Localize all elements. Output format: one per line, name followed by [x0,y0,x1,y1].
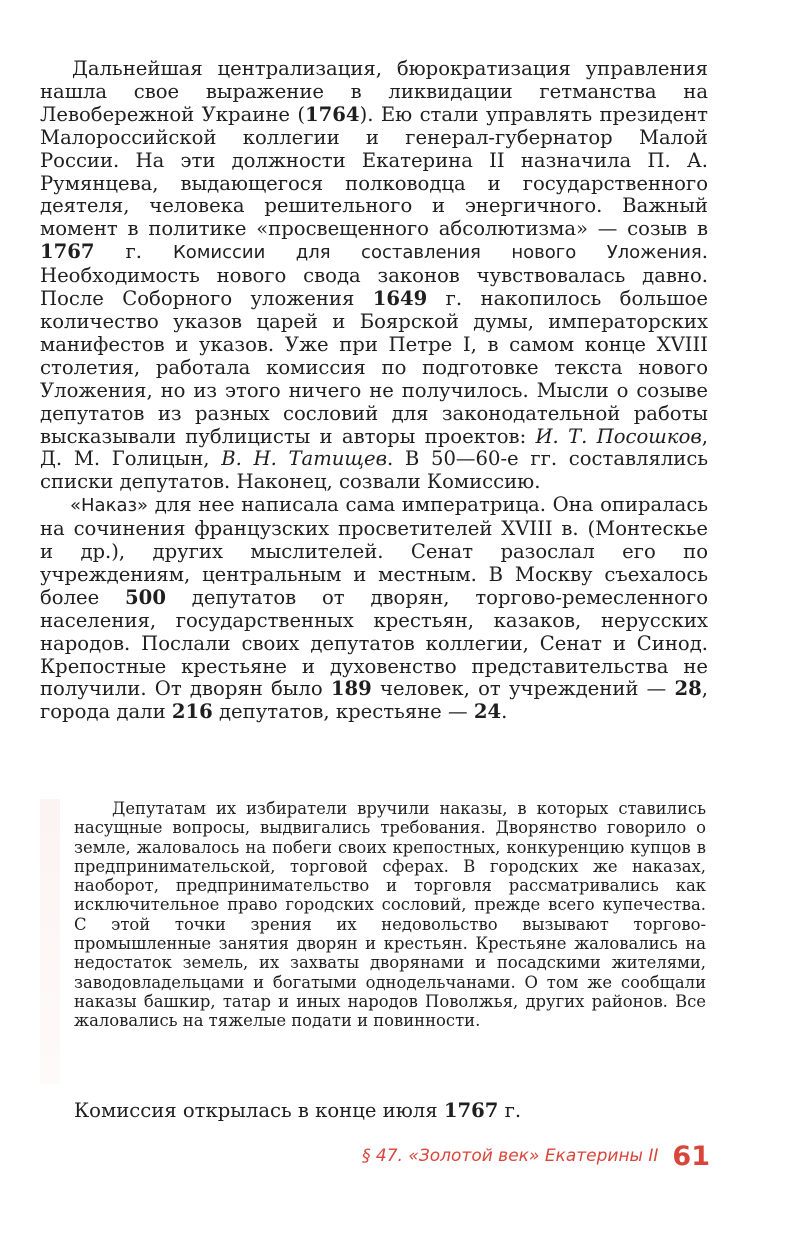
section-title: § 47. «Золотой век» Екатерины II [362,1146,659,1166]
commission-term: Комиссии для составления нового Уложения [173,242,702,264]
paragraph-1: Дальнейшая централизация, бюрократизация управления нашла свое выражение в ликвидации гетманства на Левобережной Украине (1764). Ею стали управлять президент Малороссийской коллегии и генерал-губернатор Малой России. На эти должности Екатерина II назначила П. А. Румянцева, выдающегося полководца и государственного деятеля, человека решительного и энергичного. Важный момент в политике «просвещенного абсолютизма» — созыв в 1767 г. Комиссии для составления нового Уложения. Необходимость нового свода законов чувствовалась давно. После Соборного уложения 1649 г. накопилось большое количество указов царей и Боярской думы, императорских манифестов и указов. Уже при Петре I, в самом конце XVIII столетия, работала комиссия по подготовке текста нового Уложения, но из этого ничего не получилось. Мысли о созыве депутатов из разных сословий для законодательной работы высказывали публицисты и авторы проектов: И. Т. Посошков, Д. М. Голицын, В. Н. Татищев. В 50—60-е гг. составлялись списки депутатов. Наконец, созвали Комиссию. [40,57,708,494]
decorative-side-band [40,799,60,1084]
supplementary-paragraph: Депутатам их избиратели вручили наказы, в которых ставились насущные вопросы, выдвигались требования. Дворянство говорило о земле, жаловалось на побеги своих крепостных, конкуренцию купцов в предпринимательской, торговой сферах. В городских же наказах, наоборот, предпринимательство и торговля рассматривались как исключительное право городских сословий, прежде всего купечества. С этой точки зрения их недовольство вызывают торгово-промышленные занятия дворян и крестьян. Крестьяне жаловались на недостаток земель, их захваты дворянами и посадскими жителями, заводовладельцами и богатыми однодельчанами. О том же сообщали наказы башкир, татар и иных народов Поволжья, других районов. Все жаловались на тяжелые подати и повинности. [74,799,706,1031]
closing-sentence: Комиссия открылась в конце июля 1767 г. [74,1099,522,1122]
page-footer [330,1136,710,1176]
nakaz-term: «Наказ» [70,495,149,517]
author-pososhkov: И. Т. Посошков [535,424,702,448]
paragraph-2: «Наказ» для нее написала сама императрица. Она опиралась на сочинения французских просветителей XVIII в. (Монтескье и др.), других мыслителей. Сенат разослал его по учреждениям, центральным и местным. В Москву съехалось более 500 депутатов от дворян, торгово-ремесленного населения, государственных крестьян, казаков, нерусских народов. Послали своих депутатов коллегии, Сенат и Синод. Крепостные крестьяне и духовенство представительства не получили. От дворян было 189 человек, от учреждений — 28, города дали 216 депутатов, крестьяне — 24. [40,493,708,724]
author-tatishchev: В. Н. Татищев [221,447,388,471]
supplementary-text [74,799,706,1031]
main-text [40,58,708,724]
page-number: 61 [672,1140,710,1172]
